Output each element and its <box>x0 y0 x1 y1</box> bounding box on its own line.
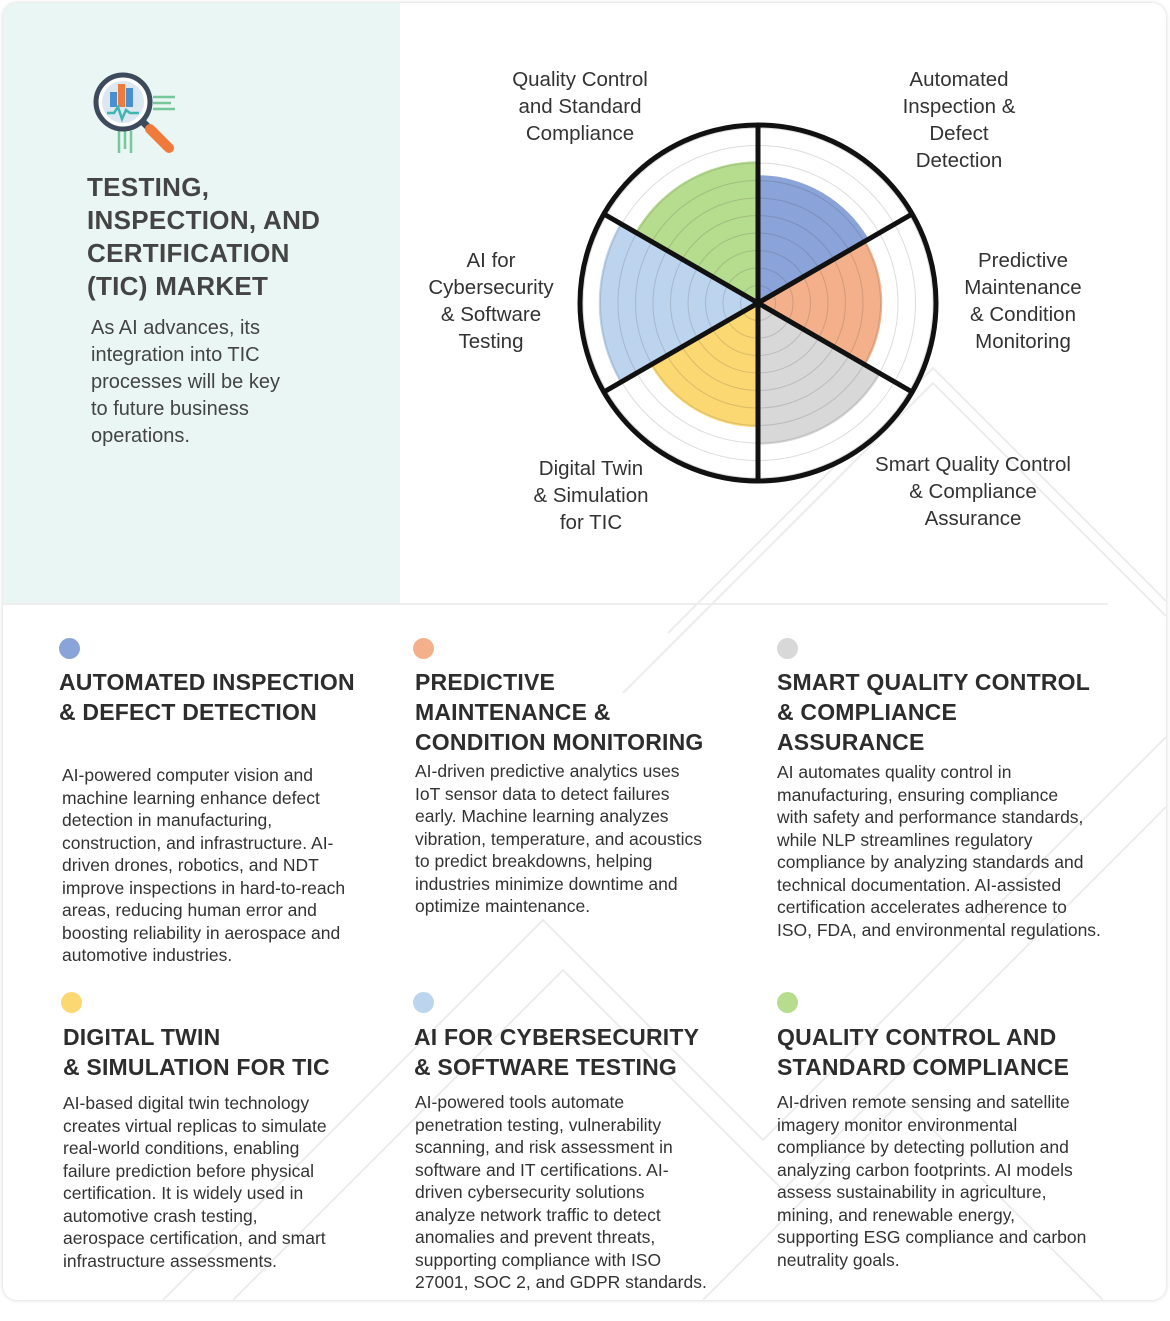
item-title-line: & SOFTWARE TESTING <box>414 1054 677 1080</box>
item-desc-line: creates virtual replicas to simulate <box>63 1115 327 1136</box>
chart-label-line: Automated <box>909 68 1009 91</box>
item-title-line: PREDICTIVE <box>415 669 556 695</box>
item-desc-line: AI-based digital twin technology <box>63 1093 310 1113</box>
item-desc-line: construction, and infrastructure. AI- <box>62 832 334 853</box>
item-desc-line: certification. It is widely used in <box>63 1183 304 1203</box>
item-desc-predictive-maintenance <box>415 760 702 918</box>
item-title-line: ASSURANCE <box>777 729 925 755</box>
chart-label-line: & Simulation <box>533 484 649 507</box>
chart-label-predictive-maintenance <box>943 247 1103 355</box>
intro-line: integration into TIC <box>91 344 260 366</box>
chart-label-digital-twin <box>511 455 671 536</box>
item-title-line: QUALITY CONTROL AND <box>777 1024 1057 1050</box>
chart-label-line: AI for <box>466 249 516 272</box>
item-desc-line: software and IT certifications. AI- <box>415 1159 669 1180</box>
item-title-line: & COMPLIANCE <box>777 699 958 725</box>
chart-label-line: Inspection & <box>902 95 1016 118</box>
chart-label-line: Quality Control <box>512 68 648 91</box>
chart-label-line: Maintenance <box>964 276 1082 299</box>
chart-label-line: Cybersecurity <box>428 276 554 299</box>
item-desc-digital-twin <box>63 1092 327 1272</box>
item-desc-line: boosting reliability in aerospace and <box>62 922 341 943</box>
item-color-dot <box>61 992 82 1013</box>
item-title-line: DIGITAL TWIN <box>63 1024 221 1050</box>
chart-label-line: Smart Quality Control <box>875 453 1071 476</box>
main-title-line: INSPECTION, AND <box>87 205 321 235</box>
item-desc-line: automotive industries. <box>62 945 233 965</box>
intro-line: processes will be key <box>91 371 280 393</box>
item-desc-line: AI-driven predictive analytics uses <box>415 761 680 781</box>
chart-label-line: Assurance <box>924 507 1022 530</box>
item-desc-line: IoT sensor data to detect failures <box>415 783 670 804</box>
item-desc-quality-control <box>777 1091 1086 1271</box>
main-title-line: (TIC) MARKET <box>87 271 269 301</box>
item-title-automated-inspection <box>59 667 355 727</box>
item-desc-line: aerospace certification, and smart <box>63 1228 326 1248</box>
item-desc-line: manufacturing, ensuring compliance <box>777 784 1059 805</box>
item-title-quality-control <box>777 1022 1069 1082</box>
item-title-line: STANDARD COMPLIANCE <box>777 1054 1070 1080</box>
item-desc-line: detection in manufacturing, <box>62 810 273 830</box>
item-desc-line: areas, reducing human error and <box>62 900 317 920</box>
intro-line: operations. <box>91 425 190 447</box>
item-title-ai-cybersecurity <box>414 1022 699 1082</box>
chart-label-line: Compliance <box>525 122 635 145</box>
item-desc-automated-inspection <box>62 764 345 967</box>
item-desc-line: AI automates quality control in <box>777 762 1012 782</box>
item-desc-line: driven drones, robotics, and NDT <box>62 855 319 875</box>
item-color-dot <box>777 992 798 1013</box>
item-desc-line: AI-driven remote sensing and satellite <box>777 1092 1070 1112</box>
item-desc-line: with safety and performance standards, <box>777 807 1084 827</box>
chart-label-line: Monitoring <box>975 330 1071 353</box>
chart-label-ai-cybersecurity <box>411 247 571 355</box>
item-desc-smart-quality-control <box>777 761 1101 941</box>
chart-label-smart-quality-control <box>863 451 1083 532</box>
item-desc-line: vibration, temperature, and acoustics <box>415 828 702 849</box>
header-panel <box>3 3 400 603</box>
item-desc-line: analyze network traffic to detect <box>415 1204 661 1225</box>
chart-label-line: Testing <box>458 330 524 353</box>
item-desc-line: neutrality goals. <box>777 1249 900 1270</box>
item-color-dot <box>59 638 80 659</box>
chart-label-line: Digital Twin <box>538 457 644 480</box>
chart-label-line: & Condition <box>970 303 1076 326</box>
intro-line: to future business <box>91 398 249 420</box>
item-desc-line: 27001, SOC 2, and GDPR standards. <box>415 1272 707 1292</box>
intro-text <box>91 315 351 450</box>
main-title-line: TESTING, <box>87 172 210 202</box>
item-title-line: & SIMULATION FOR TIC <box>63 1054 330 1080</box>
item-desc-line: supporting ESG compliance and carbon <box>777 1227 1087 1247</box>
item-color-dot <box>413 992 434 1013</box>
item-desc-line: automotive crash testing, <box>63 1205 258 1226</box>
item-desc-line: machine learning enhance defect <box>62 787 320 808</box>
item-title-line: AI FOR CYBERSECURITY <box>414 1024 700 1050</box>
chart-label-line: Detection <box>915 149 1003 172</box>
item-color-dot <box>777 638 798 659</box>
chart-label-line: Predictive <box>977 249 1068 272</box>
chart-label-line: and Standard <box>518 95 642 118</box>
item-desc-line: driven cybersecurity solutions <box>415 1182 645 1202</box>
chart-label-line: & Software <box>440 303 542 326</box>
item-desc-line: certification accelerates adherence to <box>777 897 1067 917</box>
item-desc-line: real-world conditions, enabling <box>63 1138 300 1158</box>
item-desc-line: AI-powered computer vision and <box>62 765 313 785</box>
chart-label-line: for TIC <box>559 511 623 534</box>
item-desc-line: while NLP streamlines regulatory <box>777 829 1033 850</box>
main-title <box>87 171 387 303</box>
item-desc-line: ISO, FDA, and environmental regulations. <box>777 919 1101 940</box>
item-title-line: CONDITION MONITORING <box>415 729 704 755</box>
chart-label-line: Defect <box>929 122 989 145</box>
main-title-line: CERTIFICATION <box>87 238 290 268</box>
item-title-smart-quality-control <box>777 667 1090 757</box>
item-desc-line: penetration testing, vulnerability <box>415 1114 662 1135</box>
section-divider <box>3 603 1108 605</box>
item-desc-line: supporting compliance with ISO <box>415 1249 662 1270</box>
item-desc-line: to predict breakdowns, helping <box>415 851 653 871</box>
item-desc-line: imagery monitor environmental <box>777 1114 1018 1135</box>
item-desc-line: technical documentation. AI-assisted <box>777 874 1062 895</box>
item-desc-line: anomalies and prevent threats, <box>415 1227 656 1247</box>
intro-line: As AI advances, its <box>91 317 260 339</box>
item-desc-line: scanning, and risk assessment in <box>415 1137 673 1157</box>
chart-label-line: & Compliance <box>909 480 1037 503</box>
item-title-line: & DEFECT DETECTION <box>59 699 317 725</box>
item-desc-line: infrastructure assessments. <box>63 1250 277 1271</box>
item-desc-line: optimize maintenance. <box>415 896 591 916</box>
item-desc-ai-cybersecurity <box>415 1091 707 1294</box>
item-desc-line: compliance by analyzing standards and <box>777 852 1084 872</box>
item-desc-line: assess sustainability in agriculture, <box>777 1182 1047 1202</box>
chart-label-quality-control <box>500 66 660 147</box>
item-desc-line: compliance by detecting pollution and <box>777 1137 1069 1157</box>
infographic-card <box>3 3 1166 1300</box>
item-desc-line: AI-powered tools automate <box>415 1092 625 1112</box>
item-desc-line: improve inspections in hard-to-reach <box>62 877 346 898</box>
item-desc-line: early. Machine learning analyzes <box>415 806 669 826</box>
item-title-line: MAINTENANCE & <box>415 699 611 725</box>
item-title-predictive-maintenance <box>415 667 704 757</box>
item-title-digital-twin <box>63 1022 330 1082</box>
item-title-line: AUTOMATED INSPECTION <box>59 669 355 695</box>
chart-label-automated-inspection <box>879 66 1039 174</box>
item-desc-line: failure prediction before physical <box>63 1160 314 1181</box>
item-title-line: SMART QUALITY CONTROL <box>777 669 1090 695</box>
item-desc-line: industries minimize downtime and <box>415 873 678 894</box>
item-desc-line: mining, and renewable energy, <box>777 1204 1016 1225</box>
item-desc-line: analyzing carbon footprints. AI models <box>777 1159 1073 1180</box>
item-color-dot <box>413 638 434 659</box>
magnifier-chart-icon <box>83 69 183 161</box>
